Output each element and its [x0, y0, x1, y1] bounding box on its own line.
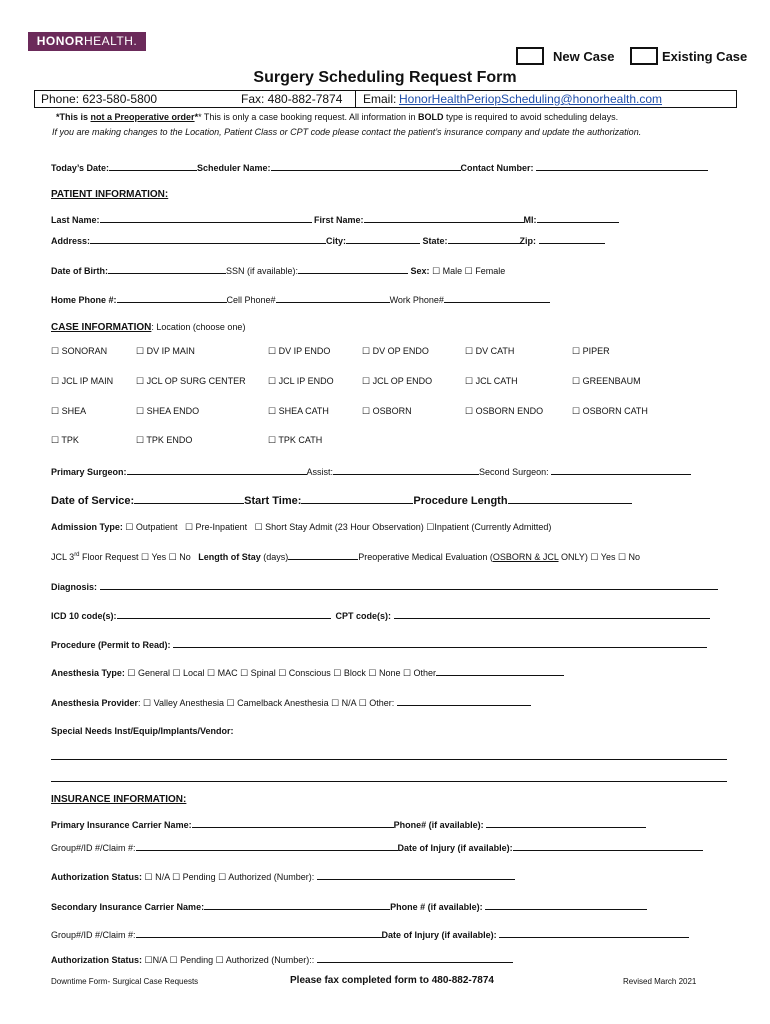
ssn-label: SSN (if available): [226, 266, 299, 276]
location-option[interactable]: ☐ DV OP ENDO [362, 346, 429, 356]
fax-text: Fax: 480-882-7874 [241, 92, 343, 106]
diagnosis-label: Diagnosis: [51, 582, 98, 592]
anesthesia-provider-checkboxes[interactable]: : ☐ Valley Anesthesia ☐ Camelback Anesthesia ☐ N/A ☐ Other: [138, 698, 395, 708]
existing-case-checkbox[interactable] [630, 47, 658, 65]
patient-info-heading: PATIENT INFORMATION: [51, 189, 169, 200]
auth2-checkboxes[interactable]: ☐N/A ☐ Pending ☐ Authorized (Number):: [142, 955, 315, 965]
case-heading-suffix: : Location (choose one) [151, 322, 246, 332]
booking-note [56, 112, 618, 122]
existing-case-label: Existing Case [662, 49, 748, 64]
address-label: Address: [51, 236, 91, 246]
cpt-label: CPT code(s): [335, 611, 392, 621]
state-field[interactable] [448, 234, 520, 244]
group2-row [51, 928, 689, 940]
dob-field[interactable] [108, 264, 226, 274]
location-option[interactable]: ☐ SONORAN [51, 346, 108, 356]
email-label: Email: [363, 92, 397, 106]
note-star: * [194, 112, 199, 122]
location-option[interactable]: ☐ OSBORN ENDO [465, 406, 544, 416]
location-option[interactable]: ☐ JCL CATH [465, 376, 518, 386]
primary-surgeon-field[interactable] [127, 465, 307, 475]
start-time-label: Start Time: [244, 495, 302, 507]
primary-carrier-label: Primary Insurance Carrier Name: [51, 820, 192, 830]
location-option[interactable]: ☐ DV IP MAIN [136, 346, 195, 356]
assist-label: Assist: [306, 467, 334, 477]
anesthesia-type-label: Anesthesia Type: [51, 668, 125, 678]
anesthesia-provider-row [51, 696, 531, 709]
location-option[interactable]: ☐ OSBORN [362, 406, 412, 416]
secondary-phone-label: Phone # (if available): [390, 902, 483, 912]
location-option[interactable]: ☐ JCL IP MAIN [51, 376, 114, 386]
group2-field[interactable] [136, 928, 382, 938]
adm-outpatient-checkbox[interactable]: ☐ Outpatient [125, 522, 178, 532]
diagnosis-field[interactable] [100, 580, 718, 590]
scheduler-name-label: Scheduler Name: [197, 163, 271, 173]
location-option[interactable]: ☐ DV CATH [465, 346, 515, 356]
location-option[interactable]: ☐ OSBORN CATH [572, 406, 648, 416]
zip-field[interactable] [539, 234, 605, 244]
location-option[interactable]: ☐ SHEA CATH [268, 406, 329, 416]
sex-label: Sex: [410, 266, 430, 276]
primary-surgeon-label: Primary Surgeon: [51, 467, 127, 477]
location-option[interactable]: ☐ JCL OP ENDO [362, 376, 433, 386]
codes-row [51, 609, 710, 621]
location-option[interactable]: ☐ JCL OP SURG CENTER [136, 376, 246, 386]
contact-bar [34, 90, 737, 108]
todays-date-field[interactable] [109, 161, 197, 171]
primary-carrier-row [51, 818, 646, 830]
primary-phone-label: Phone# (if available): [393, 820, 484, 830]
preop-osborn: OSBORN & JCL [492, 552, 559, 562]
auth2-row [51, 953, 513, 966]
group1-row [51, 841, 703, 853]
jcl-row [51, 550, 640, 563]
location-option[interactable]: ☐ DV IP ENDO [268, 346, 331, 356]
city-label: City: [326, 236, 347, 246]
length-of-stay-label: Length of Stay [198, 552, 261, 562]
home-phone-label: Home Phone #: [51, 295, 117, 305]
length-of-stay-field[interactable] [288, 550, 358, 560]
footer-center: Please fax completed form to 480-882-7874 [290, 975, 494, 986]
second-surgeon-field[interactable] [551, 465, 691, 475]
dob-row [51, 264, 505, 277]
email-link[interactable]: HonorHealthPeriopScheduling@honorhealth.com [399, 92, 663, 106]
first-name-label: First Name: [314, 215, 364, 225]
jcl-sup: rd [74, 552, 80, 558]
primary-phone-field[interactable] [486, 818, 646, 828]
mi-label: MI: [523, 215, 537, 225]
special-needs-label: Special Needs Inst/Equip/Implants/Vendor: [51, 726, 234, 736]
start-time-field[interactable] [301, 494, 413, 504]
special-needs-line-2[interactable] [51, 781, 727, 782]
case-heading-text: CASE INFORMATION [51, 322, 152, 333]
location-option[interactable]: ☐ TPK [51, 435, 79, 445]
secondary-phone-field[interactable] [485, 900, 647, 910]
footer-right: Revised March 2021 [623, 977, 697, 986]
contact-number-field[interactable] [536, 161, 708, 171]
insurance-heading: INSURANCE INFORMATION: [51, 794, 187, 805]
authorization-note: If you are making changes to the Location, Patient Class or CPT code please contact the patient’s insurance company and update the authorization. [52, 127, 642, 137]
location-option[interactable]: ☐ GREENBAUM [572, 376, 641, 386]
auth2-number-field[interactable] [317, 953, 513, 963]
work-phone-field[interactable] [444, 293, 550, 303]
anesthesia-other-field[interactable] [436, 666, 564, 676]
service-row [51, 494, 632, 507]
group1-label: Group#/ID #/Claim #: [51, 843, 136, 853]
todays-date-label: Today’s Date: [51, 163, 110, 173]
phone-row [51, 293, 550, 305]
procedure-row [51, 638, 707, 650]
last-name-label: Last Name: [51, 215, 100, 225]
auth1-number-field[interactable] [317, 870, 515, 880]
secondary-carrier-field[interactable] [204, 900, 390, 910]
icd10-label: ICD 10 code(s): [51, 611, 117, 621]
logo-sub: HEALTH. [83, 34, 138, 48]
cell-phone-label: Cell Phone# [226, 295, 276, 305]
surgeon-row [51, 465, 691, 477]
date-of-service-field[interactable] [134, 494, 244, 504]
anesthesia-provider-other-field[interactable] [397, 696, 531, 706]
procedure-length-field[interactable] [508, 494, 632, 504]
cpt-field[interactable] [394, 609, 710, 619]
male-checkbox[interactable]: ☐ Male [432, 266, 463, 276]
anesthesia-provider-label: Anesthesia Provider [51, 698, 139, 708]
adm-shortstay-checkbox[interactable]: ☐ Short Stay Admit (23 Hour Observation) [254, 522, 424, 532]
scheduler-name-field[interactable] [271, 161, 461, 171]
location-option[interactable]: ☐ SHEA ENDO [136, 406, 200, 416]
ssn-field[interactable] [298, 264, 408, 274]
procedure-field[interactable] [173, 638, 707, 648]
special-needs-line-1[interactable] [51, 759, 727, 760]
female-checkbox[interactable]: ☐ Female [464, 266, 506, 276]
note-suffix: * This is only a case booking request. All information in [198, 112, 419, 122]
work-phone-label: Work Phone# [389, 295, 444, 305]
date-of-service-label: Date of Service: [51, 495, 135, 507]
location-option[interactable]: ☐ JCL IP ENDO [268, 376, 334, 386]
injury2-field[interactable] [499, 928, 689, 938]
group1-field[interactable] [136, 841, 398, 851]
anesthesia-type-checkboxes[interactable]: ☐ General ☐ Local ☐ MAC ☐ Spinal ☐ Conscious ☐ Block ☐ None ☐ Other [127, 668, 437, 678]
group2-label: Group#/ID #/Claim #: [51, 930, 136, 940]
second-surgeon-label: Second Surgeon: [479, 467, 549, 477]
mi-field[interactable] [537, 213, 619, 223]
icd10-field[interactable] [117, 609, 331, 619]
cell-phone-field[interactable] [276, 293, 390, 303]
location-option[interactable]: ☐ PIPER [572, 346, 610, 356]
injury1-label: Date of Injury (if available): [397, 843, 513, 853]
auth1-checkboxes[interactable]: ☐ N/A ☐ Pending ☐ Authorized (Number): [142, 872, 315, 882]
state-label: State: [422, 236, 448, 246]
adm-preinpatient-checkbox[interactable]: ☐ Pre-Inpatient [184, 522, 248, 532]
primary-carrier-field[interactable] [192, 818, 394, 828]
secondary-carrier-label: Secondary Insurance Carrier Name: [51, 902, 205, 912]
case-info-heading [51, 322, 245, 333]
note-prefix: *This is [56, 112, 91, 122]
location-option[interactable]: ☐ TPK CATH [268, 435, 323, 445]
new-case-label: New Case [553, 49, 615, 64]
new-case-checkbox[interactable] [516, 47, 544, 65]
logo-main: HONOR [36, 34, 84, 48]
dob-label: Date of Birth: [51, 266, 108, 276]
name-row [51, 213, 619, 225]
home-phone-field[interactable] [117, 293, 227, 303]
todays-date-row [51, 161, 708, 173]
admission-type-label: Admission Type: [51, 522, 123, 532]
jcl-floor-checkboxes[interactable]: Floor Request ☐ Yes ☐ No [79, 552, 191, 562]
adm-inpatient-checkbox[interactable]: ☐Inpatient (Currently Admitted) [426, 522, 552, 532]
preop-eval-label: Preoperative Medical Evaluation ( [358, 552, 493, 562]
location-option[interactable]: ☐ SHEA [51, 406, 87, 416]
address-field[interactable] [90, 234, 326, 244]
injury1-field[interactable] [513, 841, 703, 851]
form-title: Surgery Scheduling Request Form [253, 69, 517, 86]
diagnosis-row [51, 580, 718, 592]
auth1-row [51, 870, 515, 883]
auth1-label: Authorization Status: [51, 872, 142, 882]
assist-field[interactable] [333, 465, 479, 475]
zip-label: Zip: [519, 236, 537, 246]
note-end: type is required to avoid scheduling delays. [443, 112, 619, 122]
city-field[interactable] [346, 234, 420, 244]
address-row [51, 234, 605, 246]
phone-text: Phone: 623-580-5800 [41, 92, 158, 106]
first-name-field[interactable] [364, 213, 524, 223]
honorhealth-logo [28, 32, 146, 51]
last-name-field[interactable] [100, 213, 312, 223]
email-box [355, 90, 739, 108]
note-emph: not a Preoperative order [90, 112, 195, 122]
footer-left: Downtime Form- Surgical Case Requests [51, 977, 199, 986]
preop-checkboxes[interactable]: ONLY) ☐ Yes ☐ No [558, 552, 641, 562]
admission-row [51, 522, 551, 533]
injury2-label: Date of Injury (if available): [381, 930, 497, 940]
note-bold: BOLD [418, 112, 444, 122]
procedure-length-label: Procedure Length [413, 495, 508, 507]
jcl-prefix: JCL 3 [51, 552, 75, 562]
procedure-label: Procedure (Permit to Read): [51, 640, 171, 650]
auth2-label: Authorization Status: [51, 955, 142, 965]
contact-number-label: Contact Number: [460, 163, 534, 173]
secondary-carrier-row [51, 900, 647, 912]
days-label: (days) [260, 552, 289, 562]
anesthesia-type-row [51, 666, 564, 679]
location-option[interactable]: ☐ TPK ENDO [136, 435, 193, 445]
